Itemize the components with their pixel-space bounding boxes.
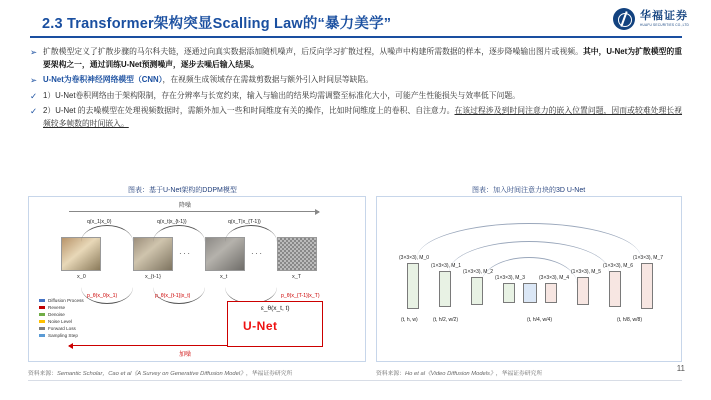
encoder-block-2	[439, 271, 451, 307]
forward-arc-1	[81, 225, 133, 242]
unet-label: U-Net	[243, 319, 278, 333]
legend-label-6: Sampling Step	[48, 333, 78, 338]
diffusion-thumb-xT	[277, 237, 317, 271]
encoder-block-1	[407, 263, 419, 309]
legend-item	[39, 318, 84, 325]
bullet-item-4	[30, 105, 682, 130]
resolution-label-1: (t, h, w)	[401, 317, 418, 323]
logo-text	[640, 11, 689, 27]
bullet-text-4	[43, 105, 682, 130]
source-prefix-right: 资料来源：	[376, 371, 405, 377]
bullet-2-seg-1: U-Net为卷积神经网络模型（CNN）	[43, 75, 163, 85]
source-text-left: Semantic Scholar，Cao et al《A Survey on Generative Diffusion Model》	[57, 371, 246, 377]
bullet-arrow-icon: ➢	[30, 75, 38, 86]
bottleneck-block	[523, 283, 537, 303]
legend-label-5: Forward Loss	[48, 326, 76, 331]
page-title: 2.3 Transformer架构突显Scalling Law的“暴力美学”	[42, 16, 392, 32]
legend-item	[39, 332, 84, 339]
forward-arc-2	[153, 225, 205, 242]
left-figure-ddpm-diagram	[28, 196, 366, 362]
logo-mark-icon	[613, 8, 635, 30]
block-label-7: (1×3×3), M_6	[603, 263, 634, 269]
forward-label-3: q(x_T|x_{T-1})	[228, 219, 261, 225]
bullet-item-2	[30, 74, 682, 87]
resolution-label-3: (t, h/4, w/4)	[527, 317, 553, 323]
block-label-6: (1×3×3), M_5	[571, 269, 602, 275]
decoder-block-1	[545, 283, 557, 303]
thumb-label-xT: x_T	[292, 274, 302, 280]
block-label-3: (1×3×3), M_2	[463, 269, 494, 275]
ellipsis-right: ···	[251, 249, 264, 258]
bullet-1-seg-2: 其中，U-Net为扩散模型的重要架构之一，通过训练U-Net预测噪声，逐步去噪后输入结果。	[43, 47, 682, 69]
source-prefix-left: 资料来源：	[28, 371, 57, 377]
bullet-2-seg-2: ，在视频生成领域存在需裁剪数据与额外引入时间层等缺陷。	[162, 75, 374, 85]
block-label-8: (1×3×3), M_7	[633, 255, 664, 261]
encoder-block-4	[503, 283, 515, 303]
logo-name-en: HUAFU SECURITIES CO.,LTD	[639, 22, 689, 27]
left-figure-legend	[39, 297, 84, 339]
legend-label-2: Reverse	[48, 305, 66, 310]
diffusion-thumb-xt-1	[133, 237, 173, 271]
legend-label-1: Diffusion Process	[48, 298, 84, 303]
thumb-label-x0: x_0	[77, 274, 86, 280]
legend-swatch-icon	[39, 299, 45, 302]
source-suffix-left: ，华福证券研究所	[245, 371, 293, 377]
bullet-4-seg-1: 2）U-Net 的去噪模型在处理视频数据时，需额外加入一些和时间维度有关的操作，比如时间维度上的卷积、自注意力。	[43, 106, 455, 116]
thumb-label-xt: x_t	[220, 274, 228, 280]
right-figure-source	[376, 368, 542, 377]
resolution-label-4: (t, h/8, w/8)	[617, 317, 643, 323]
legend-item	[39, 297, 84, 304]
right-figure-caption: 图表：加入时间注意力块的3D U-Net	[472, 187, 586, 194]
forward-label-1: q(x_1|x_0)	[87, 219, 112, 225]
left-figure-source	[28, 368, 292, 377]
block-label-4: (1×3×3), M_3	[495, 275, 526, 281]
left-figure-caption: 图表：基于U-Net架构的DDPM模型	[128, 187, 237, 194]
encoder-block-3	[471, 277, 483, 305]
right-figure-3d-unet-diagram	[376, 196, 682, 362]
denoise-arrow-label: 降噪	[179, 203, 192, 209]
unet-formula: ε_θ(x_t, t)	[261, 305, 290, 312]
company-logo	[613, 8, 689, 30]
legend-swatch-icon	[39, 327, 45, 330]
legend-swatch-icon	[39, 306, 45, 309]
legend-label-4: Noise Level	[48, 319, 73, 324]
decoder-block-4	[641, 263, 653, 309]
forward-label-2: q(x_t|x_{t-1})	[157, 219, 187, 225]
bullet-text-1	[43, 46, 682, 71]
ellipsis-middle: ···	[179, 249, 192, 258]
bullet-text-2	[43, 74, 682, 87]
source-text-right: Ho et al《Video Diffusion Models》	[405, 371, 496, 377]
reverse-label-1: p_θ(x_0|x_1)	[87, 293, 118, 299]
decoder-block-2	[577, 277, 589, 305]
bullet-1-seg-1: 扩散模型定义了扩散步骤的马尔科夫链，逐通过向真实数据添加随机噪声，后反向学习扩散过程，从噪声中构建所需数据的样本，逐步降噪输出图片或视频。	[43, 47, 583, 56]
bullet-4-seg-2: 在该过程涉及到时间注意力的嵌入位置问题，因而或较难处理长视频较多帧数的时间嵌入。	[43, 106, 683, 128]
diffusion-thumb-x0	[61, 237, 101, 271]
decoder-block-3	[609, 271, 621, 307]
bullet-arrow-icon: ➢	[30, 47, 38, 57]
reverse-label-2: p_θ(x_{t-1}|x_t)	[155, 293, 191, 299]
legend-swatch-icon	[39, 334, 45, 337]
forward-arc-3	[225, 225, 277, 242]
legend-item	[39, 311, 84, 318]
legend-swatch-icon	[39, 313, 45, 316]
legend-item	[39, 304, 84, 311]
legend-label-3: Denoise	[48, 312, 65, 317]
noise-arrow-label: 加噪	[179, 352, 192, 358]
block-label-1: (3×3×3), M_0	[399, 255, 430, 261]
source-suffix-right: ，华福证券研究所	[495, 371, 543, 377]
bullet-text-3: 1）U-Net卷积网络由于架构限制，存在分辨率与长宽约束，输入与输出的结果均需调整至标准化大小，可能产生性能损失与效率低下问题。	[43, 90, 520, 100]
bullet-check-icon: ✓	[30, 90, 38, 101]
legend-item	[39, 325, 84, 332]
slide-header	[0, 0, 711, 40]
block-label-2: (1×3×3), M_1	[431, 263, 462, 269]
denoise-arrow-icon	[69, 211, 319, 212]
resolution-label-2: (t, h/2, w/2)	[433, 317, 459, 323]
page-number: 11	[676, 364, 685, 373]
bullet-item-3	[30, 90, 682, 103]
legend-swatch-icon	[39, 320, 45, 323]
logo-name-cn: 华福证券	[639, 9, 688, 22]
footer-divider	[28, 380, 682, 381]
bullet-check-icon: ✓	[30, 106, 38, 117]
bullet-list	[30, 46, 682, 134]
reverse-label-3: p_θ(x_{T-1}|x_T)	[281, 293, 320, 299]
bullet-item-1	[30, 46, 682, 71]
title-divider	[30, 36, 682, 38]
diffusion-thumb-xt	[205, 237, 245, 271]
thumb-label-xt-1: x_{t-1}	[145, 274, 161, 280]
block-label-5: (3×3×3), M_4	[539, 275, 570, 281]
